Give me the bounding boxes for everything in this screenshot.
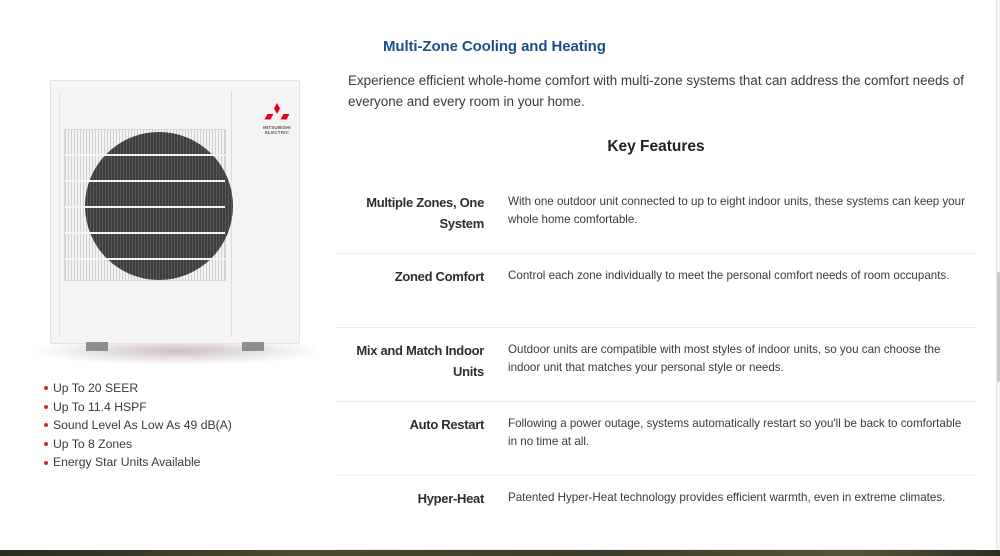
spec-item: Up To 11.4 HSPF [44,398,232,417]
mitsubishi-logo [261,103,293,135]
spec-item: Energy Star Units Available [44,453,232,472]
feature-name: Zoned Comfort [394,269,484,284]
bullet-icon [44,461,48,465]
spec-item: Up To 8 Zones [44,435,232,454]
key-features-title: Key Features [607,138,705,155]
logo-text-line2: ELECTRIC [264,130,290,135]
bullet-icon [44,386,48,390]
feature-name: Hyper-Heat [417,491,484,506]
key-features-table [336,180,976,550]
feature-name: Auto Restart [409,417,484,432]
outdoor-unit-body [50,80,300,344]
feature-description: Patented Hyper-Heat technology provides efficient warmth, even in extreme climates. [508,491,946,504]
feature-description: Following a power outage, systems automatically restart so you'll be back to comfortable in no time at all. [508,417,962,448]
feature-description: With one outdoor unit connected to up to eight indoor units, these systems can keep your whole home comfortable. [508,195,965,226]
spec-item: Up To 20 SEER [44,379,232,398]
bullet-icon [44,405,48,409]
next-section-image-edge [0,550,1000,556]
logo-text-line1: MITSUBISHI [262,125,291,130]
unit-foot [86,342,108,351]
feature-name: Multiple Zones, One System [366,195,484,231]
feature-row [336,476,976,550]
unit-foot [242,342,264,351]
spec-list [44,379,232,472]
spec-item: Sound Level As Low As 49 dB(A) [44,416,232,435]
feature-row [336,402,976,476]
product-image [38,76,316,374]
three-diamonds-icon [264,103,290,125]
feature-row [336,180,976,254]
fan-grille [64,129,226,281]
feature-row [336,254,976,328]
feature-name: Mix and Match Indoor Units [356,343,484,379]
feature-description: Outdoor units are compatible with most styles of indoor units, so you can choose the indoor unit that matches your personal style or needs. [508,343,941,374]
feature-description: Control each zone individually to meet the personal comfort needs of room occupants. [508,269,950,282]
intro-paragraph: Experience efficient whole-home comfort with multi-zone systems that can address the comfort needs of everyone and every room in your home. [348,73,965,109]
bullet-icon [44,442,48,446]
feature-row [336,328,976,402]
section-title: Multi-Zone Cooling and Heating [383,38,606,55]
bullet-icon [44,423,48,427]
